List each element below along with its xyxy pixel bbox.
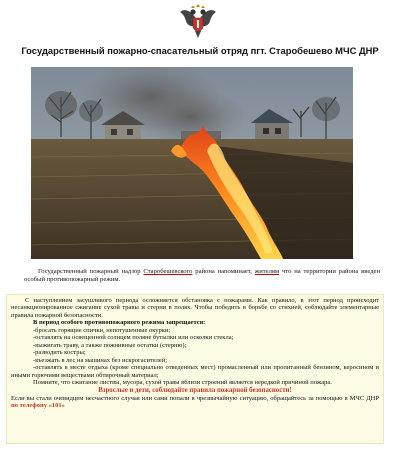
reminder-paragraph: Помните, что сжигание листвы, мусора, сухой травы вблизи строений является нередкой причиной пожара. bbox=[33, 378, 332, 386]
fire-safety-notice bbox=[6, 294, 384, 444]
prohibition-item: -бросать горящие спички, непотушенные окурки; bbox=[33, 326, 171, 334]
safety-slogan: Взрослые и дети, соблюдайте правила пожарной безопасности! bbox=[98, 387, 292, 395]
intro-text-1: Государственный пожарный надзор bbox=[38, 268, 144, 275]
intro-text-3: что на территории района введен особый противопожарный режим. bbox=[24, 268, 381, 284]
grass-fire-photo bbox=[31, 67, 353, 259]
prohibition-item: -оставлять на освещенной солнцем поляне бутылки или осколки стекла; bbox=[33, 334, 234, 342]
intro-text-2: района напоминает, bbox=[192, 268, 255, 275]
prohibitions-heading: В период особого противопожарного режима запрещается: bbox=[33, 319, 206, 327]
emergency-phone: по телефону «101» bbox=[11, 402, 65, 410]
intro-place: Старобешевского bbox=[143, 268, 193, 275]
notice-paragraph: С наступлением засушливого периода осложняется обстановка с пожарами. Как правило, в этот период происходит несанкционированное сжигание сухой травы и стерни в полях. Чтобы победить в борьбе со стихией, соблюдайте элементарные правила пожарной безопасности. bbox=[11, 297, 379, 319]
emergency-footer bbox=[11, 395, 379, 410]
footer-text: Если вы стали очевидцем несчастного случая или сами попали в чрезвычайную ситуацию, обращайтесь за помощью в МЧС ДНР bbox=[11, 394, 379, 402]
prohibition-item: -разводить костры; bbox=[33, 349, 86, 357]
eagle-emblem-icon bbox=[178, 4, 218, 40]
intro-paragraph bbox=[24, 268, 380, 284]
prohibition-item: -выжигать траву, а также пожнивные остатки (стерню); bbox=[33, 341, 187, 349]
intro-word: жителям bbox=[254, 268, 280, 275]
page-title: Государственный пожарно-спасательный отряд пгт. Старобешево МЧС ДНР bbox=[21, 45, 379, 56]
prohibition-item-long: -оставлять в месте отдыха (кроме специально отведенных мест) промасленный или пропитанный бензином, керосином и иными горючими веществами обтирочный материал; bbox=[11, 364, 379, 379]
prohibition-item: -въезжать в лес на машинах без искрогасителей; bbox=[33, 356, 168, 364]
